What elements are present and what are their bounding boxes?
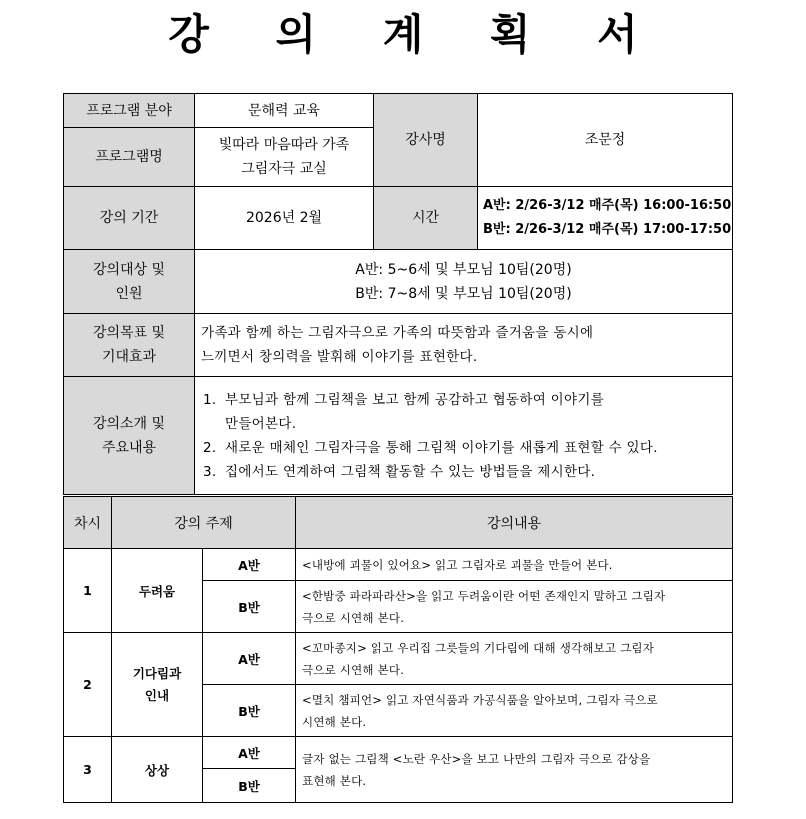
period-label: 강의 기간 xyxy=(64,187,195,250)
intro-item-text: 새로운 매체인 그림자극을 통해 그림책 이야기를 새롭게 표현할 수 있다. xyxy=(225,439,658,456)
content-line: 글자 없는 그림책 <노란 우산>을 보고 나만의 그림자 극으로 감상을 xyxy=(302,751,651,766)
instructor-value: 조문정 xyxy=(478,94,733,187)
class-a-label: A반 xyxy=(203,633,296,685)
period-value: 2026년 2월 xyxy=(195,187,374,250)
intro-item-num: 1. xyxy=(203,391,217,408)
target-value xyxy=(195,250,733,314)
program-name-label: 프로그램명 xyxy=(64,128,195,187)
intro-label xyxy=(64,377,195,495)
session-content xyxy=(296,549,733,581)
time-value xyxy=(478,187,733,250)
target-b: B반: 7~8세 및 부모님 10팀(20명) xyxy=(355,285,572,302)
time-label: 시간 xyxy=(374,187,478,250)
class-b-label: B반 xyxy=(203,685,296,737)
target-a: A반: 5~6세 및 부모님 10팀(20명) xyxy=(355,261,572,278)
program-name-line2: 그림자극 교실 xyxy=(241,161,327,177)
class-a-label: A반 xyxy=(203,737,296,769)
target-label-line2: 인원 xyxy=(115,285,143,302)
session-header: 차시 xyxy=(64,497,112,549)
intro-value xyxy=(195,377,733,495)
class-b-label: B반 xyxy=(203,769,296,803)
document-title: 강 의 계 획 서 xyxy=(168,10,664,59)
program-field-value: 문해력 교육 xyxy=(195,94,374,128)
intro-item-text: 부모님과 함께 그림책을 보고 함께 공감하고 협동하여 이야기를 xyxy=(225,391,605,408)
content-line: 극으로 시연해 본다. xyxy=(302,610,405,625)
program-name-line1: 빛따라 마음따라 가족 xyxy=(218,137,350,153)
topic-line: 인내 xyxy=(144,687,170,703)
session-content xyxy=(296,581,733,633)
content-header: 강의내용 xyxy=(296,497,733,549)
session-content xyxy=(296,633,733,685)
target-label-line1: 강의대상 및 xyxy=(92,261,166,278)
session-number: 2 xyxy=(64,633,112,737)
program-field-label: 프로그램 분야 xyxy=(64,94,195,128)
intro-label-line2: 주요내용 xyxy=(101,439,157,456)
intro-item xyxy=(203,388,732,436)
session-number: 3 xyxy=(64,737,112,803)
content-line: <꼬마종지> 읽고 우리집 그릇들의 기다림에 대해 생각해보고 그림자 xyxy=(302,640,655,655)
goal-line2: 느끼면서 창의력을 발휘해 이야기를 표현한다. xyxy=(201,349,478,365)
info-table xyxy=(63,93,733,495)
goal-line1: 가족과 함께 하는 그림자극으로 가족의 따뜻함과 즐거움을 동시에 xyxy=(201,325,594,341)
class-b-label: B반 xyxy=(203,581,296,633)
topic-line: 기다림과 xyxy=(132,665,182,681)
intro-item xyxy=(203,436,732,460)
content-line: <한밤중 파라파라산>을 읽고 두려움이란 어떤 존재인지 말하고 그림자 xyxy=(302,588,666,603)
content-line: 시연해 본다. xyxy=(302,714,367,729)
session-topic: 두려움 xyxy=(112,549,203,633)
session-number: 1 xyxy=(64,549,112,633)
schedule-table xyxy=(63,496,733,803)
goal-value xyxy=(195,314,733,377)
target-label xyxy=(64,250,195,314)
instructor-label: 강사명 xyxy=(374,94,478,187)
class-a-label: A반 xyxy=(203,549,296,581)
content-line: <멸치 챔피언> 읽고 자연식품과 가공식품을 알아보며, 그림자 극으로 xyxy=(302,692,658,707)
content-line: <내방에 괴물이 있어요> 읽고 그림자로 괴물을 만들어 본다. xyxy=(302,557,613,572)
session-topic: 상상 xyxy=(112,737,203,803)
time-a: A반: 2/26-3/12 매주(목) 16:00-16:50 xyxy=(483,198,732,213)
topic-header: 강의 주제 xyxy=(112,497,296,549)
goal-label xyxy=(64,314,195,377)
intro-item-num: 3. xyxy=(203,463,217,480)
intro-item-text: 집에서도 연계하여 그림책 활동할 수 있는 방법들을 제시한다. xyxy=(225,463,596,480)
intro-item xyxy=(203,460,732,484)
session-topic xyxy=(112,633,203,737)
time-b: B반: 2/26-3/12 매주(목) 17:00-17:50 xyxy=(483,222,732,237)
intro-list xyxy=(195,385,732,487)
program-name-value xyxy=(195,128,374,187)
intro-label-line1: 강의소개 및 xyxy=(92,415,166,432)
session-content xyxy=(296,685,733,737)
content-line: 표현해 본다. xyxy=(302,773,367,788)
content-line: 극으로 시연해 본다. xyxy=(302,662,405,677)
goal-label-line2: 기대효과 xyxy=(101,349,157,365)
intro-item-num: 2. xyxy=(203,439,217,456)
goal-label-line1: 강의목표 및 xyxy=(92,325,166,341)
session-content xyxy=(296,737,733,803)
intro-item-text-cont: 만들어본다. xyxy=(225,415,297,432)
